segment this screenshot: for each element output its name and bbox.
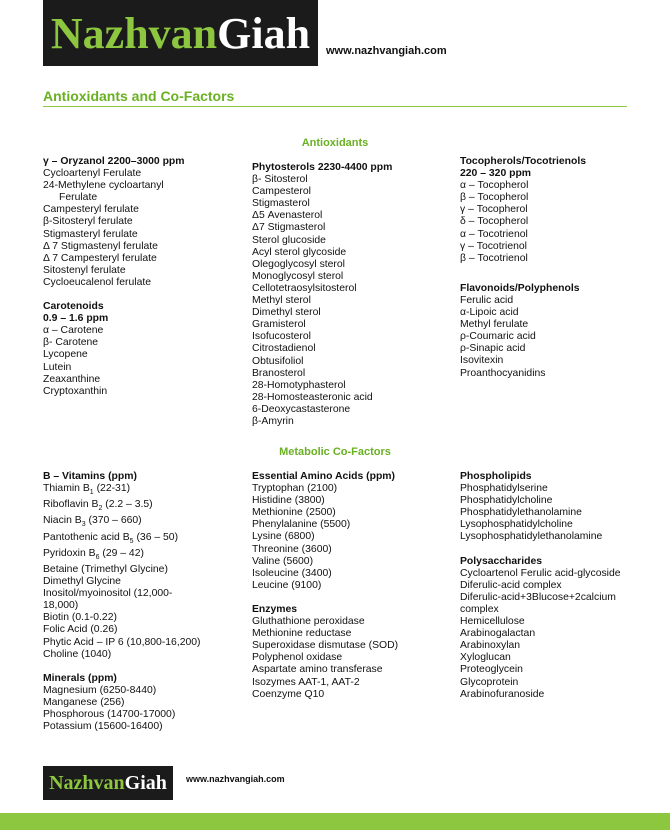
list-item: Lutein (43, 361, 72, 373)
list-item: α – Tocopherol (460, 180, 529, 192)
list-item: Superoxidase dismutase (SOD) (252, 640, 399, 652)
antioxidants-column-3 (460, 156, 660, 392)
list-item: Branosterol (252, 367, 306, 379)
list-item: Polyphenol oxidase (252, 652, 343, 664)
list-item: Stigmasterol (252, 198, 310, 210)
footer-website-url: www.nazhvangiah.com (186, 774, 285, 784)
list-item: α – Tocotrienol (460, 228, 528, 240)
flavonoids-heading: Flavonoids/Polyphenols (460, 282, 580, 294)
list-item: Magnesium (6250-8440) (43, 684, 157, 696)
list-item: Cycloartenyl Ferulate (43, 168, 142, 180)
list-item: Campesterol (252, 186, 311, 198)
list-item: Proteoglycein (460, 664, 523, 676)
list-item: Δ5 Avenasterol (252, 210, 323, 222)
tocopherols-group (460, 156, 660, 265)
list-item: Lysophosphatidylethanolamine (460, 531, 603, 543)
list-item: Methyl ferulate (460, 319, 529, 331)
tocopherols-range: 220 – 320 ppm (460, 168, 532, 180)
list-item: Riboflavin $B_2$ (2.2 – 3.5) (43, 499, 153, 513)
oryzanol-group (43, 156, 243, 289)
list-item: α – Carotene (43, 325, 104, 337)
list-item: Pantothenic acid $B_5$ (36 – 50) (43, 531, 179, 545)
list-item: ρ-Coumaric acid (460, 331, 536, 343)
list-item: 18,000) (43, 600, 79, 612)
phospholipids-group (460, 471, 660, 544)
list-item: Biotin (0.1-0.22) (43, 612, 117, 624)
list-item: Methyl sterol (252, 295, 311, 307)
brand-logo (43, 0, 318, 66)
list-item: Δ7 Stigmasterol (252, 222, 326, 234)
enzymes-heading: Enzymes (252, 603, 298, 615)
list-item: Isozymes AAT-1, AAT-2 (252, 676, 360, 688)
section-heading-metabolic: Metabolic Co-Factors (279, 446, 391, 458)
list-item: Methionine reductase (252, 628, 352, 640)
list-item: 28-Homotyphasterol (252, 379, 346, 391)
list-item: Phosphatidylserine (460, 483, 548, 495)
list-item: Isofucosterol (252, 331, 311, 343)
list-item: Lysophosphatidylcholine (460, 519, 573, 531)
list-item: β-Sitosteryl ferulate (43, 216, 133, 228)
list-item: Arabinogalactan (460, 628, 536, 640)
list-item: Methionine (2500) (252, 507, 336, 519)
list-item: δ – Tocopherol (460, 216, 529, 228)
list-item: γ – Tocopherol (460, 204, 528, 216)
list-item: Diferulic-acid+3Blucose+2calcium (460, 591, 616, 603)
list-item: Gramisterol (252, 319, 306, 331)
phospholipids-heading: Phospholipids (460, 471, 532, 482)
list-item: Obtusifoliol (252, 355, 304, 367)
list-item: Arabinofuranoside (460, 688, 545, 700)
tocopherols-heading: Tocopherols/Tocotrienols (460, 156, 587, 167)
phytosterols-group (252, 162, 452, 428)
list-item: Gluthathione peroxidase (252, 616, 365, 628)
b-vitamins-heading: B – Vitamins (ppm) (43, 471, 137, 482)
enzymes-group (252, 604, 452, 701)
list-item: Glycoprotein (460, 676, 519, 688)
list-item: Histidine (3800) (252, 495, 325, 507)
antioxidants-column-1 (43, 156, 243, 410)
flavonoids-group (460, 283, 660, 380)
list-item: Leucine (9100) (252, 579, 322, 591)
metabolic-column-3 (460, 471, 660, 713)
list-item: Proanthocyanidins (460, 367, 546, 379)
logo-text-part1: Nazhvan (50, 8, 218, 58)
list-item: Phenylalanine (5500) (252, 519, 351, 531)
metabolic-column-2 (252, 471, 452, 713)
list-item: Ferulate (59, 192, 98, 204)
list-item: β – Tocotrienol (460, 252, 528, 264)
list-item: Acyl sterol glycoside (252, 246, 347, 258)
list-item: Monoglycosyl sterol (252, 270, 344, 282)
list-item: γ – Tocotrienol (460, 240, 527, 252)
list-item: Manganese (256) (43, 696, 125, 708)
carotenoids-range: 0.9 – 1.6 ppm (43, 313, 109, 325)
list-item: Sterol glucoside (252, 234, 326, 246)
minerals-group (43, 673, 248, 733)
list-item: β-Amyrin (252, 415, 294, 427)
list-item: 28-Homosteasteronic acid (252, 391, 373, 403)
list-item: Thiamin $B_1$ (22-31) (43, 483, 131, 497)
list-item: β – Tocopherol (460, 192, 529, 204)
footer-logo (43, 766, 173, 800)
b-vitamins-group (43, 471, 248, 661)
list-item: Isoleucine (3400) (252, 567, 332, 579)
list-item: Zeaxanthine (43, 373, 101, 385)
list-item: Δ 7 Stigmastenyl ferulate (43, 240, 158, 252)
metabolic-column-1 (43, 471, 248, 745)
list-item: Lycopene (43, 349, 88, 361)
list-item: β- Carotene (43, 337, 99, 349)
polysaccharides-heading: Polysaccharides (460, 555, 543, 567)
section-heading-antioxidants: Antioxidants (301, 137, 369, 149)
list-item: Cycloeucalenol ferulate (43, 276, 152, 288)
list-item: Diferulic-acid complex (460, 579, 562, 591)
list-item: 24-Methylene cycloartanyl (43, 180, 164, 192)
list-item: complex (460, 603, 499, 615)
antioxidants-column-2 (252, 162, 452, 440)
list-item: Isovitexin (460, 355, 504, 367)
phytosterols-heading: Phytosterols 2230-4400 ppm (252, 162, 393, 173)
list-item: β- Sitosterol (252, 174, 308, 186)
list-item: Dimethyl sterol (252, 307, 321, 319)
list-item: Threonine (3600) (252, 543, 332, 555)
list-item: 6-Deoxycastasterone (252, 403, 351, 415)
list-item: Aspartate amino transferase (252, 664, 383, 676)
list-item: Olegoglycosyl sterol (252, 258, 345, 270)
list-item: Potassium (15600-16400) (43, 721, 163, 733)
minerals-heading: Minerals (ppm) (43, 672, 117, 684)
list-item: Arabinoxylan (460, 640, 521, 652)
list-item: Hemicellulose (460, 616, 525, 628)
list-item: Sitostenyl ferulate (43, 264, 126, 276)
list-item: Tryptophan (2100) (252, 483, 338, 495)
list-item: Niacin $B_3$ (370 – 660) (43, 515, 142, 529)
page-title: Antioxidants and Co-Factors (43, 88, 235, 104)
list-item: Choline (1040) (43, 648, 112, 660)
list-item: Pyridoxin $B_6$ (29 – 42) (43, 547, 144, 561)
logo-text-part2: Giah (217, 8, 311, 58)
list-item: Cycloartenol Ferulic acid-glycoside (460, 567, 621, 579)
list-item: Stigmasteryl ferulate (43, 228, 138, 240)
carotenoids-heading: Carotenoids (43, 301, 104, 313)
footer-bar (0, 813, 670, 830)
list-item: Phosphatidylcholine (460, 495, 553, 507)
list-item: α-Lipoic acid (460, 307, 519, 319)
list-item: Coenzyme Q10 (252, 688, 325, 700)
list-item: Cryptoxanthin (43, 385, 108, 397)
amino-acids-heading: Essential Amino Acids (ppm) (252, 471, 395, 482)
amino-acids-group (252, 471, 452, 592)
polysaccharides-group (460, 556, 660, 701)
list-item: Inositol/myoinositol (12,000- (43, 588, 173, 600)
list-item: Betaine (Trimethyl Glycine) (43, 563, 168, 575)
title-divider (43, 106, 627, 107)
footer-logo-part2: Giah (124, 771, 167, 794)
carotenoids-group (43, 301, 243, 398)
list-item: Valine (5600) (252, 555, 314, 567)
list-item: Phytic Acid – IP 6 (10,800-16,200) (43, 636, 201, 648)
list-item: Δ 7 Campesteryl ferulate (43, 252, 157, 264)
list-item: ρ-Sinapic acid (460, 343, 526, 355)
list-item: Campesteryl ferulate (43, 204, 139, 216)
list-item: Phosphatidylethanolamine (460, 507, 582, 519)
list-item: Lysine (6800) (252, 531, 315, 543)
list-item: Citrostadienol (252, 343, 316, 355)
footer-logo-part1: Nazhvan (49, 771, 125, 794)
website-url: www.nazhvangiah.com (326, 45, 447, 57)
oryzanol-heading: γ – Oryzanol 2200–3000 ppm (43, 156, 185, 167)
list-item: Dimethyl Glycine (43, 576, 121, 588)
list-item: Xyloglucan (460, 652, 511, 664)
list-item: Cellotetraosylsitosterol (252, 282, 357, 294)
list-item: Phosphorous (14700-17000) (43, 708, 176, 720)
list-item: Folic Acid (0.26) (43, 624, 118, 636)
list-item: Ferulic acid (460, 294, 514, 306)
